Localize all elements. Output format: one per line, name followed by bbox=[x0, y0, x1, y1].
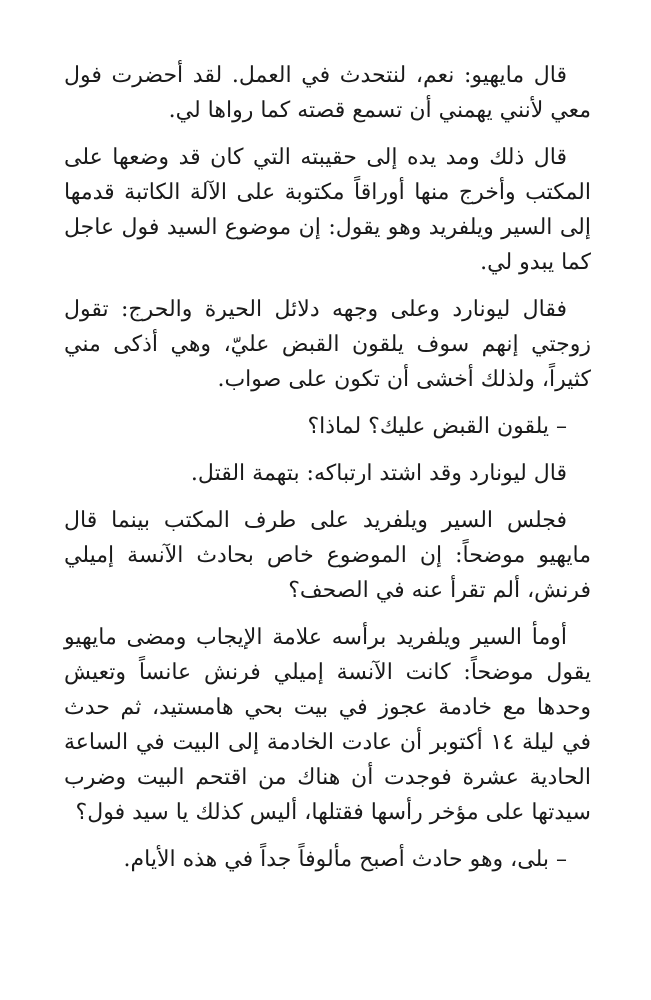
paragraph-3: فقال ليونارد وعلى وجهه دلائل الحيرة والحرج: تقول زوجتي إنهم سوف يلقون القبض عليّ، وهي أذكى مني كثيراً، ولذلك أخشى أن تكون على صواب. bbox=[64, 297, 591, 392]
paragraph-6: فجلس السير ويلفريد على طرف المكتب بينما قال مايهيو موضحاً: إن الموضوع خاص بحادث الآنسة إميلي فرنش، ألم تقرأ عنه في الصحف؟ bbox=[64, 508, 591, 603]
book-page bbox=[64, 58, 591, 889]
paragraph-2: قال ذلك ومد يده إلى حقيبته التي كان قد وضعها على المكتب وأخرج منها أوراقاً مكتوبة على الآلة الكاتبة قدمها إلى السير ويلفريد وهو يقول: إن موضوع السيد فول عاجل كما يبدو لي. bbox=[64, 145, 591, 275]
paragraph-5: قال ليونارد وقد اشتد ارتباكه: بتهمة القتل. bbox=[190, 461, 567, 486]
paragraph-7: أومأ السير ويلفريد برأسه علامة الإيجاب ومضى مايهيو يقول موضحاً: كانت الآنسة إميلي فرنش عانساً وتعيش وحدها مع خادمة عجوز في بيت بحي هامستيد، ثم حدث في ليلة ١٤ أكتوبر أن عادت الخادمة إلى البيت في الساعة الحادية عشرة فوجدت أن هناك من اقتحم البيت وضرب سيدتها على مؤخر رأسها فقتلها، أليس كذلك يا سيد فول؟ bbox=[64, 625, 591, 825]
paragraph-8-dialogue: – بلى، وهو حادث أصبح مألوفاً جداً في هذه الأيام. bbox=[123, 847, 567, 872]
paragraph-1: قال مايهيو: نعم، لنتحدث في العمل. لقد أحضرت فول معي لأنني يهمني أن تسمع قصته كما رواها لي. bbox=[64, 63, 591, 123]
paragraph-4-dialogue: – يلقون القبض عليك؟ لماذا؟ bbox=[307, 414, 567, 439]
